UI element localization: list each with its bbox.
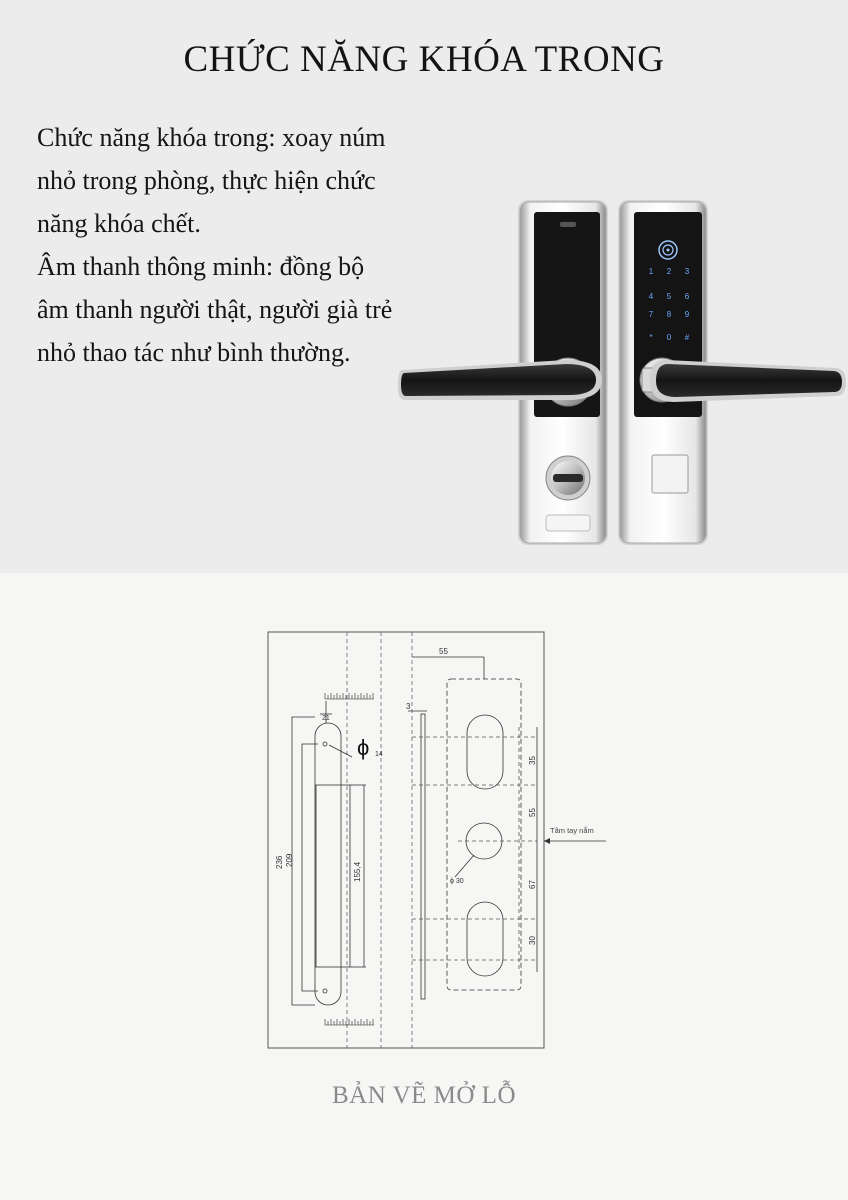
key: # <box>684 333 690 342</box>
key: 6 <box>684 292 690 301</box>
dimension-label: 67 <box>528 880 537 889</box>
description-line: năng khóa chết. <box>37 209 201 238</box>
drawing-caption: BẢN VẼ MỞ LỖ <box>331 1082 516 1109</box>
upper-slot <box>467 715 503 789</box>
dimension-label: 55 <box>528 808 537 817</box>
description-line: âm thanh người thật, người già trẻ <box>37 295 393 324</box>
dimension-label: 30 <box>528 936 537 945</box>
description-line: Chức năng khóa trong: xoay núm <box>37 123 386 152</box>
dimension-label: 55 <box>439 647 448 656</box>
key: 4 <box>648 292 654 301</box>
page-title: CHỨC NĂNG KHÓA TRONG <box>183 39 665 80</box>
top-ruler <box>325 693 374 699</box>
key: 5 <box>666 292 672 301</box>
outer-lever-handle <box>640 358 846 402</box>
faceplate-outline <box>447 679 521 990</box>
dimension-label: 35 <box>528 756 537 765</box>
key: 1 <box>648 267 654 276</box>
door-lock-image <box>396 190 848 550</box>
key: 3 <box>684 267 690 276</box>
dimension-label: 21 <box>322 715 330 722</box>
description-line: Âm thanh thông minh: đồng bộ <box>37 252 365 281</box>
drawing-frame <box>268 632 544 1048</box>
key: * <box>649 333 653 342</box>
dimension-label: 3 <box>406 702 411 711</box>
dimension-label: ϕ 30 <box>450 878 464 885</box>
inner-lever-handle <box>398 358 602 406</box>
door-edge-bar <box>421 714 425 999</box>
hole-cutting-drawing <box>262 627 548 1053</box>
bottom-ruler <box>325 1019 374 1025</box>
dimension-label: 236 <box>275 855 284 869</box>
key: 9 <box>684 310 690 319</box>
mortise-slot <box>315 723 341 1005</box>
mortise-body <box>316 785 350 967</box>
phi-symbol: ϕ <box>357 735 370 760</box>
lower-slot <box>467 902 503 976</box>
description-line: nhỏ thao tác như bình thường. <box>37 338 351 367</box>
key: 2 <box>666 267 672 276</box>
description-line: nhỏ trong phòng, thực hiện chức <box>37 166 376 195</box>
key: 0 <box>666 333 672 342</box>
handle-centre-label: Tâm tay nắm <box>550 826 594 835</box>
dimension-label: 155,4 <box>353 861 362 882</box>
dimension-label: 14 <box>375 751 383 758</box>
key: 7 <box>648 310 654 319</box>
dimension-label: 209 <box>285 853 294 867</box>
key: 8 <box>666 310 672 319</box>
handle-centre-annotation <box>540 820 620 850</box>
